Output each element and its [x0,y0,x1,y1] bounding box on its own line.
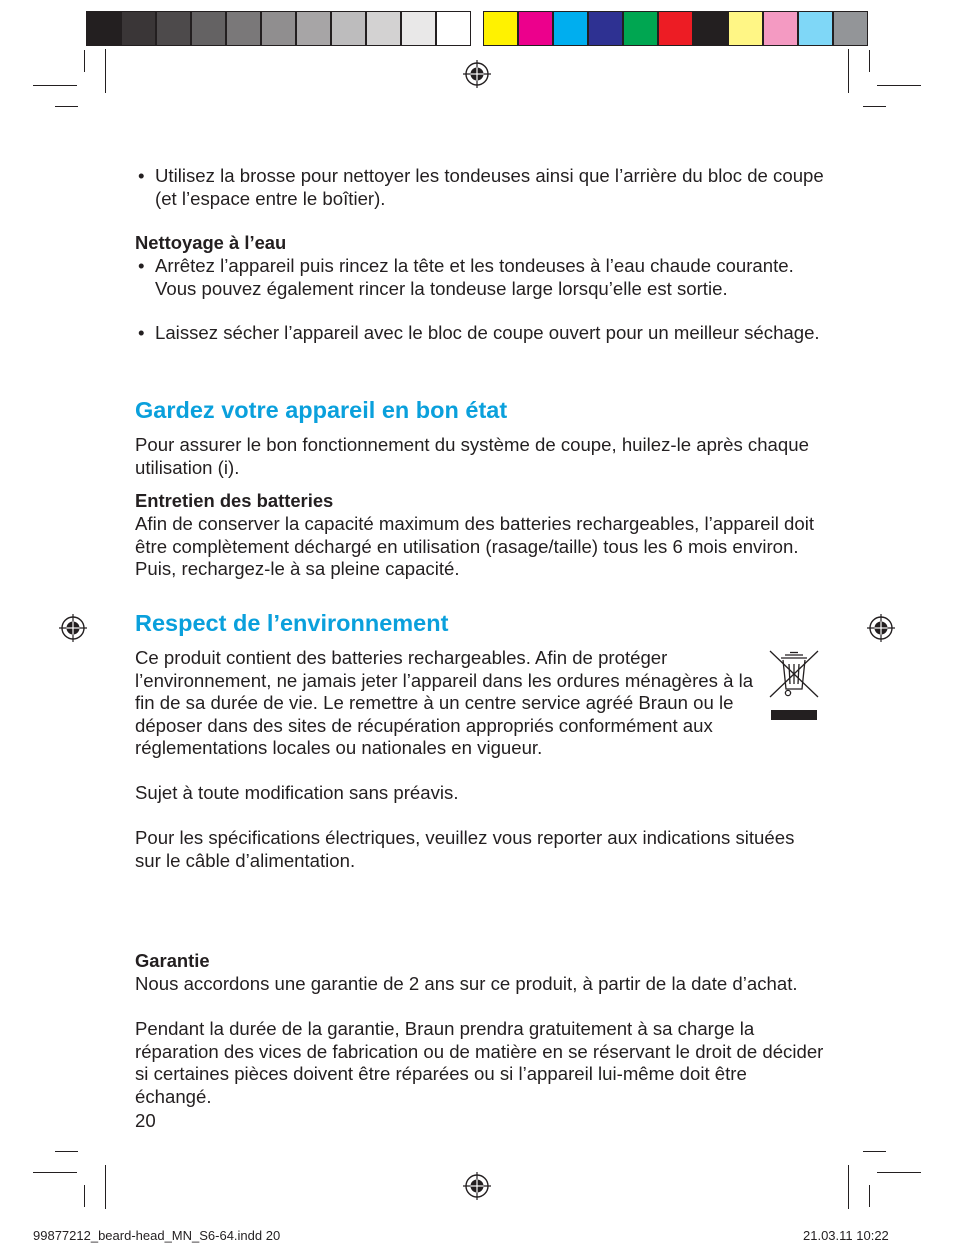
process-color-swatch [763,11,798,46]
gray-swatch [86,11,121,46]
gray-swatch [261,11,296,46]
registration-mark-icon [463,60,491,88]
process-color-swatch [728,11,763,46]
file-slug: 99877212_beard-head_MN_S6-64.indd 20 [33,1228,281,1243]
gray-swatch [156,11,191,46]
print-date: 21.03.11 10:22 [803,1228,889,1243]
process-color-swatch [693,11,728,46]
process-color-swatch [483,11,518,46]
water-cleaning-bullet-2: Laissez sécher l’appareil avec le bloc de coupe ouvert pour un meilleur séchage. [155,322,820,343]
environment-heading: Respect de l’environnement [135,610,449,636]
registration-mark-icon [867,614,895,642]
maintenance-heading: Gardez votre appareil en bon état [135,397,508,423]
warranty-title: Garantie [135,950,210,971]
gray-swatch [121,11,156,46]
gray-swatch [366,11,401,46]
brush-cleaning-text: Utilisez la brosse pour nettoyer les tondeuses ainsi que l’arrière du bloc de coupe (et l’espace entre le boîtier). [155,165,824,209]
process-color-swatch [553,11,588,46]
bullet-marker: • [138,255,145,276]
gray-swatch [331,11,366,46]
battery-care-title: Entretien des batteries [135,490,334,511]
warranty-conditions-text: Pendant la durée de la garantie, Braun prendra gratuitement à sa charge la réparation des vices de fabrication ou de matière en se réservant le droit de décider si certaines pièces doivent être réparées ou si l’appareil lui-même doit être échangé. [135,1018,824,1107]
environment-text: Ce produit contient des batteries rechargeables. Afin de protéger l’environnement, ne jamais jeter l’appareil dans les ordures ménagères à la fin de sa durée de vie. Le remettre à un centre service agréé Braun ou le déposer dans des sites de récupération appropriés conformément aux réglementations locales ou nationales en vigueur. [135,647,754,758]
battery-care-text: Afin de conserver la capacité maximum des batteries rechargeables, l’appareil doit être complètement déchargé en utilisation (rasage/taille) tous les 6 mois environ. Puis, rechargez-le à sa pleine capacité. [135,513,815,579]
gray-swatch [401,11,436,46]
gray-swatch [296,11,331,46]
water-cleaning-bullet-1: Arrêtez l’appareil puis rincez la tête et les tondeuses à l’eau chaude courante. Vous pouvez également rincer la tondeuse large lorsqu’elle est sortie. [155,255,794,299]
gray-swatch [436,11,471,46]
process-color-swatch [588,11,623,46]
registration-mark-icon [463,1172,491,1200]
warranty-period-text: Nous accordons une garantie de 2 ans sur ce produit, à partir de la date d’achat. [135,973,798,994]
registration-mark-icon [59,614,87,642]
process-color-swatch [833,11,868,46]
bullet-marker: • [138,322,145,343]
process-color-swatch [623,11,658,46]
water-cleaning-title: Nettoyage à l’eau [135,232,287,253]
maintenance-text: Pour assurer le bon fonctionnement du système de coupe, huilez-le après chaque utilisation (i). [135,434,809,478]
process-color-swatch [658,11,693,46]
gray-swatch [226,11,261,46]
process-color-swatch [518,11,553,46]
modification-notice: Sujet à toute modification sans préavis. [135,782,459,803]
process-color-swatch [798,11,833,46]
crossed-out-wheelie-bin-icon [768,649,820,723]
gray-swatch [191,11,226,46]
electrical-specs-text: Pour les spécifications électriques, veuillez vous reporter aux indications situées sur le câble d’alimentation. [135,827,795,871]
bullet-marker: • [138,165,145,186]
page-number: 20 [135,1110,156,1131]
print-color-bar [0,0,954,50]
